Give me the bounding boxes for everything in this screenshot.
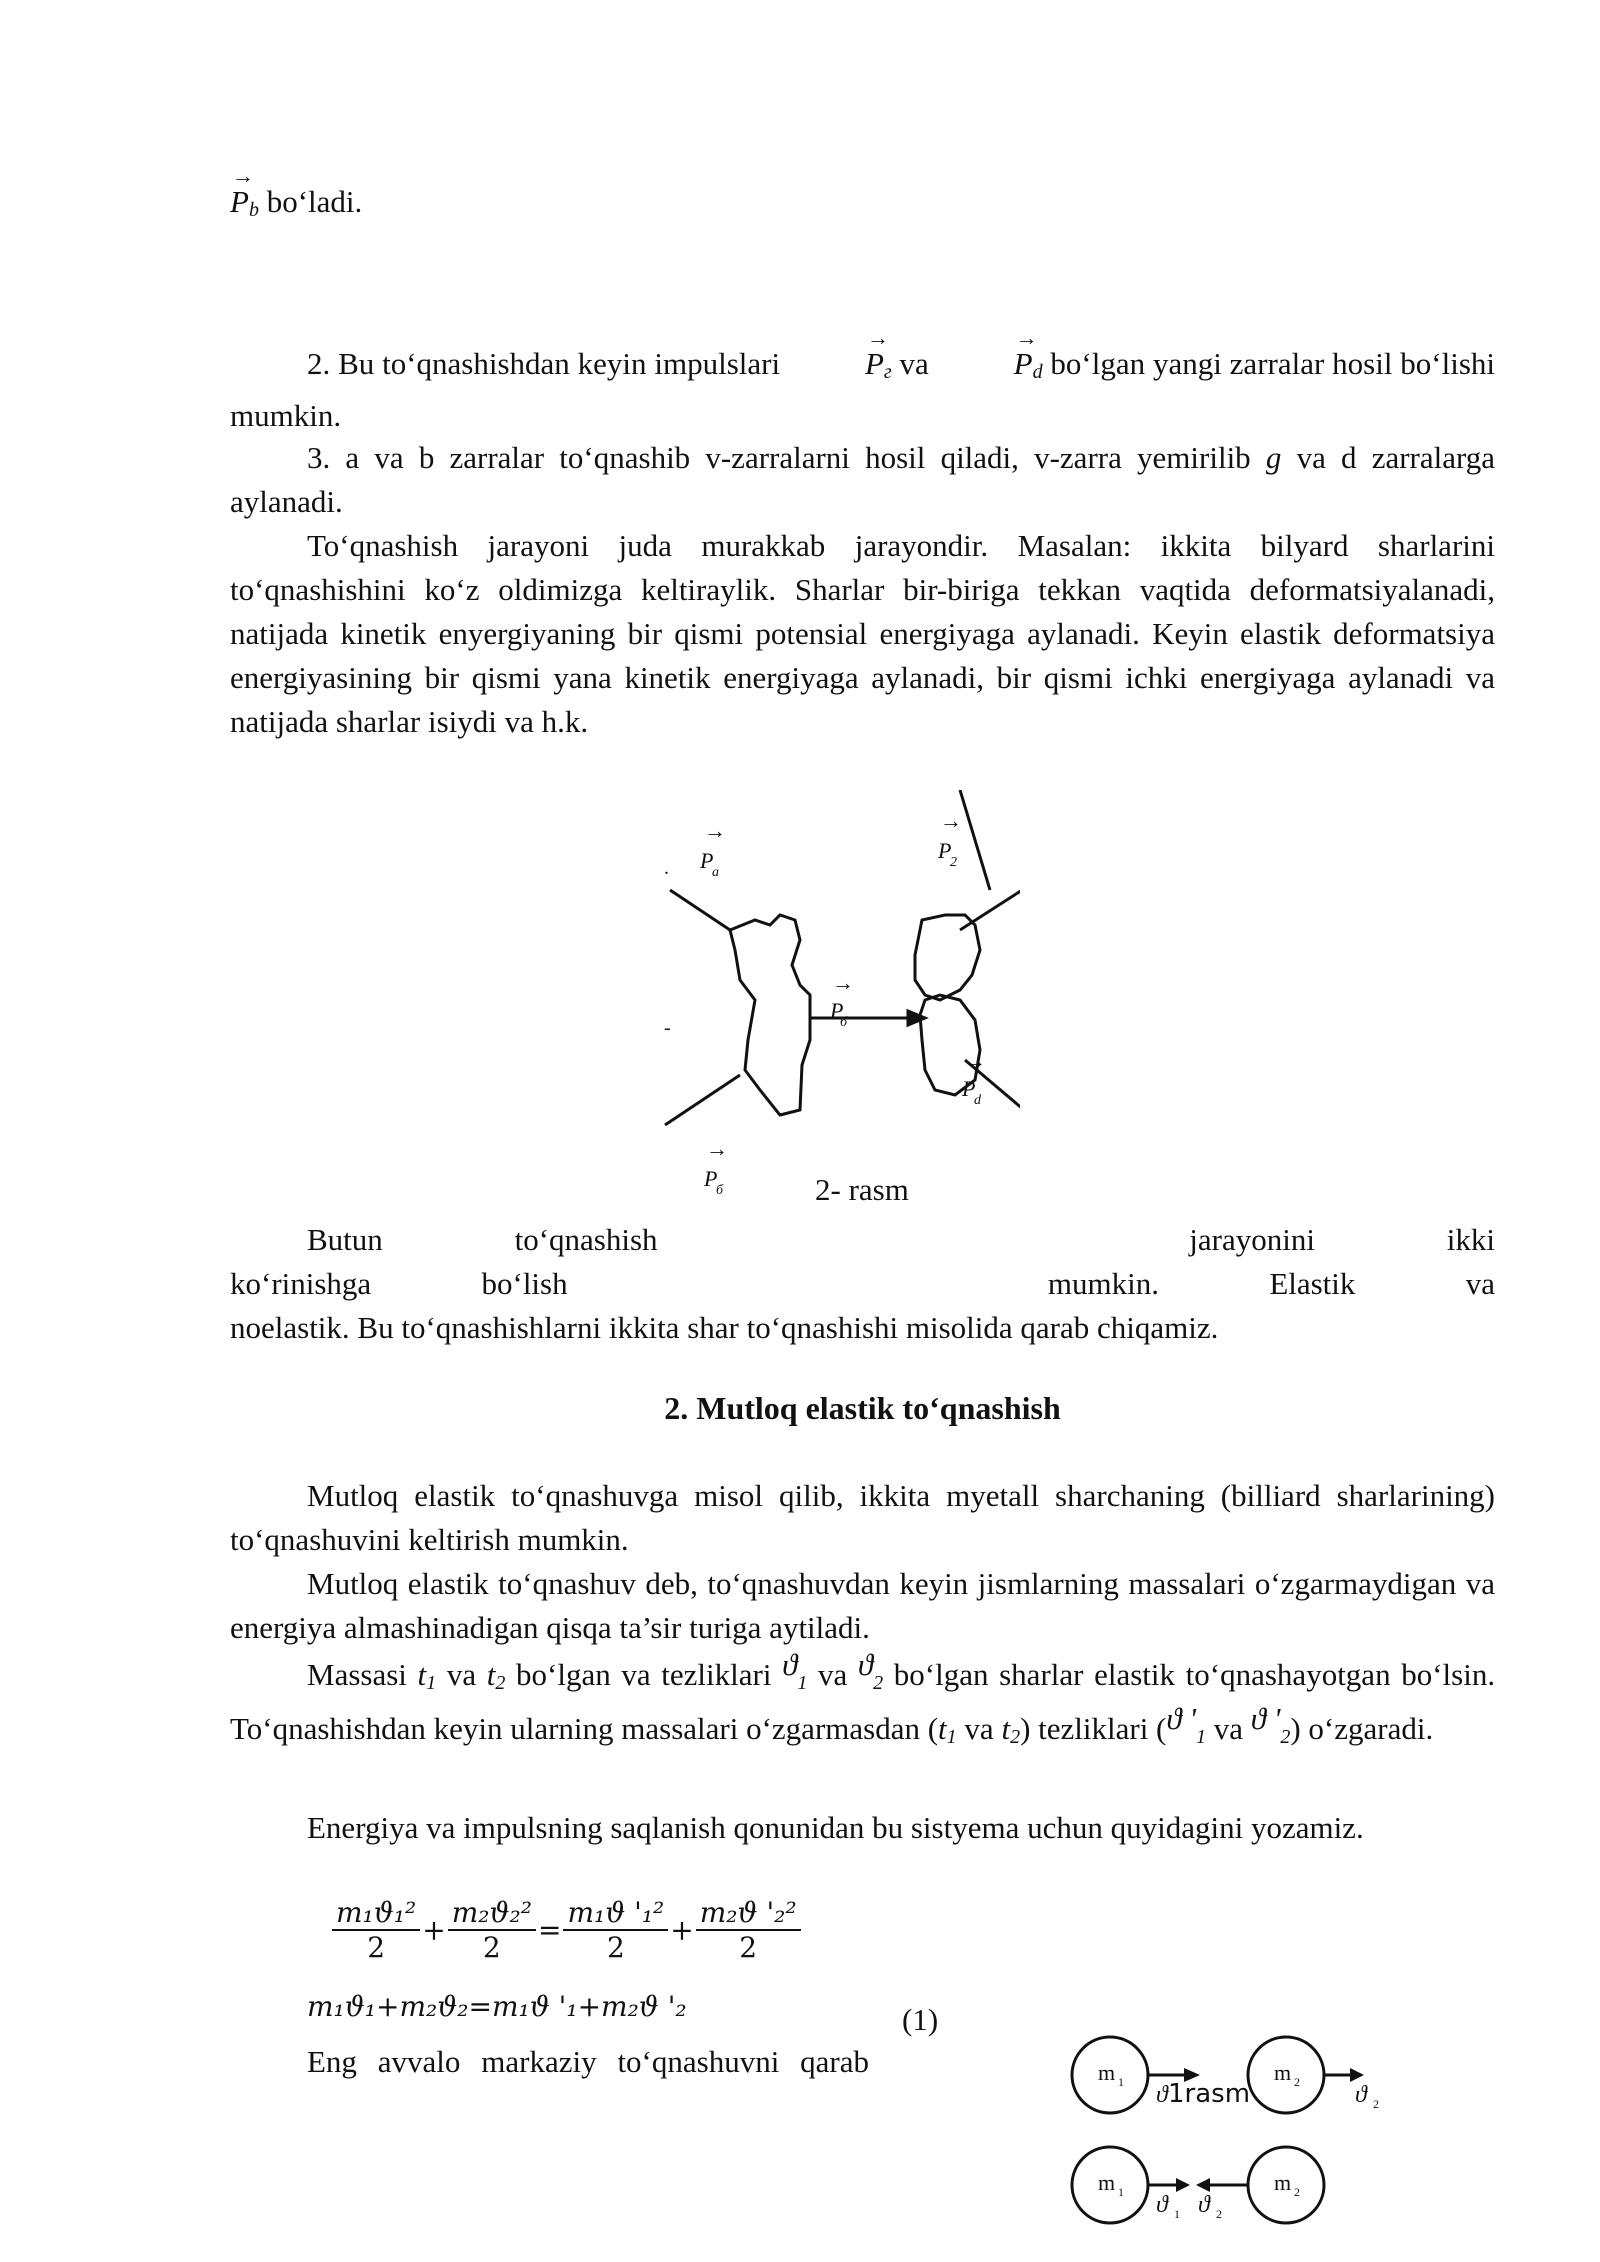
figure-caption: 2- rasm bbox=[815, 1172, 909, 1207]
svg-text:2: 2 bbox=[1294, 2075, 1300, 2089]
label-pb: P bbox=[704, 1166, 718, 1191]
energy-equation: $\frac{\text{m₁ϑ₁²}}{2}$ + $\frac{\text{m₂ϑ₂²}}{2}$ = $\frac{\text{m₁ϑ '₁²}}{2}$ + $\frac{\text{m₂ϑ '₂²}}{2}$ bbox=[330, 1896, 803, 1964]
label-arrow: → bbox=[704, 818, 726, 843]
svg-text:→: → bbox=[964, 1048, 986, 1073]
line-pb: → $P_b$ bo‘ladi. bbox=[230, 180, 1495, 232]
para2-line3: noelastik. Bu to‘qnashishlarni ikkita shar to‘qnashishi misolida qarab chiqamiz. bbox=[230, 1310, 1219, 1345]
paragraph-example: Mutloq elastik to‘qnashuvga misol qilib, ikkita myetall sharchaning (billiard sharlarining) to‘qnashuvini keltirish mumkin. bbox=[230, 1478, 1495, 1557]
svg-text:ϑ: ϑ bbox=[1198, 2192, 1210, 2218]
svg-text:m: m bbox=[1098, 2060, 1116, 2085]
svg-text:m: m bbox=[1274, 2060, 1292, 2085]
svg-text:→: → bbox=[706, 1136, 728, 1161]
label-pd: P bbox=[962, 1076, 976, 1101]
svg-text:-: - bbox=[664, 1017, 671, 1039]
svg-text:→: → bbox=[832, 970, 854, 995]
svg-text:б: б bbox=[716, 1183, 724, 1198]
equation-number: (1) bbox=[902, 2002, 939, 2037]
svg-text:1: 1 bbox=[1118, 2075, 1124, 2089]
para2-line2: ko‘rinishga bo‘lish mumkin. Elastik va bbox=[230, 1266, 1495, 1301]
collision-figure bbox=[660, 790, 1020, 1210]
momentum-equation: m₁ϑ₁+m₂ϑ₂=m₁ϑ '₁+m₂ϑ '₂ bbox=[307, 1990, 687, 2023]
svg-text:ϑ: ϑ bbox=[1156, 2192, 1168, 2218]
svg-text:ϑ: ϑ bbox=[1156, 2082, 1168, 2108]
item-3: 3. a va b zarralar to‘qnashib v-zarralarni hosil qiladi, v-zarra yemirilib g va d zarralarga aylanadi. bbox=[230, 440, 1496, 519]
para2-line1: Butun to‘qnashish jarayonini ikki bbox=[307, 1222, 1495, 1257]
section-heading: 2. Mutloq elastik to‘qnashish bbox=[664, 1390, 1061, 1426]
svg-text:ϑ: ϑ bbox=[1355, 2082, 1367, 2108]
label-pv: P bbox=[830, 998, 844, 1023]
svg-text:a: a bbox=[712, 865, 719, 880]
svg-text:1: 1 bbox=[1174, 2207, 1180, 2221]
svg-text:m: m bbox=[1274, 2170, 1292, 2195]
svg-text:2: 2 bbox=[950, 855, 957, 870]
svg-text:.: . bbox=[664, 857, 669, 879]
paragraph-central: Eng avvalo markaziy to‘qnashuvni qarab bbox=[307, 2044, 869, 2079]
svg-text:→: → bbox=[940, 808, 962, 833]
paragraph-masses: Massasi $t_1$ va $t_2$ bo‘lgan va tezliklari $ϑ_1$ va $ϑ_2$ bo‘lgan sharlar elastik to‘qnashayotgan bo‘lsin. To‘qnashishdan keyin ularning massalari o‘zgarmasdan ($t_1$ va $t_2$) tezliklari (ϑ '$_1$ va ϑ '$_2$) o‘zgaradi. bbox=[230, 1647, 1496, 1748]
balls-figure bbox=[1060, 2030, 1460, 2260]
svg-text:d: d bbox=[974, 1093, 981, 1108]
svg-text:б: б bbox=[840, 1015, 848, 1030]
item-2: 2. Bu to‘qnashishdan keyin impulslari → $P_г$ va → $P_d$ bo‘lgan yangi zarralar hosil bo‘lishi mumkin. bbox=[230, 325, 1495, 433]
paragraph-collision: To‘qnashish jarayoni juda murakkab jarayondir. Masalan: ikkita bilyard sharlarini to‘qnashishini ko‘z oldimizga keltiraylik. Sharlar bir-biriga tekkan vaqtida deformatsiyalanadi, natijada kinetik enyergiyaning bir qismi potensial energiyaga aylanadi. Keyin elastik deformatsiya energiyasining bir qismi yana kinetik energiyaga aylanadi, bir qismi ichki energiyaga aylanadi va natijada sharlar isiydi va h.k. bbox=[230, 528, 1495, 739]
label-pa: P bbox=[700, 848, 714, 873]
paragraph-conservation: Energiya va impulsning saqlanish qonunidan bu sistyema uchun quyidagini yozamiz. bbox=[307, 1810, 1364, 1845]
vector-pb: → $P_b$ bbox=[230, 163, 259, 221]
figure-1-caption: 1rasm bbox=[1168, 2079, 1251, 2109]
svg-text:2: 2 bbox=[1216, 2207, 1222, 2221]
label-p2: P bbox=[938, 838, 952, 863]
svg-text:m: m bbox=[1098, 2170, 1116, 2195]
paragraph-definition: Mutloq elastik to‘qnashuv deb, to‘qnashuvdan keyin jismlarning massalari o‘zgarmaydigan va energiya almashinadigan qisqa ta’sir turiga aytiladi. bbox=[230, 1566, 1495, 1645]
svg-text:1: 1 bbox=[1118, 2185, 1124, 2199]
svg-text:2: 2 bbox=[1373, 2097, 1379, 2111]
svg-text:2: 2 bbox=[1294, 2185, 1300, 2199]
